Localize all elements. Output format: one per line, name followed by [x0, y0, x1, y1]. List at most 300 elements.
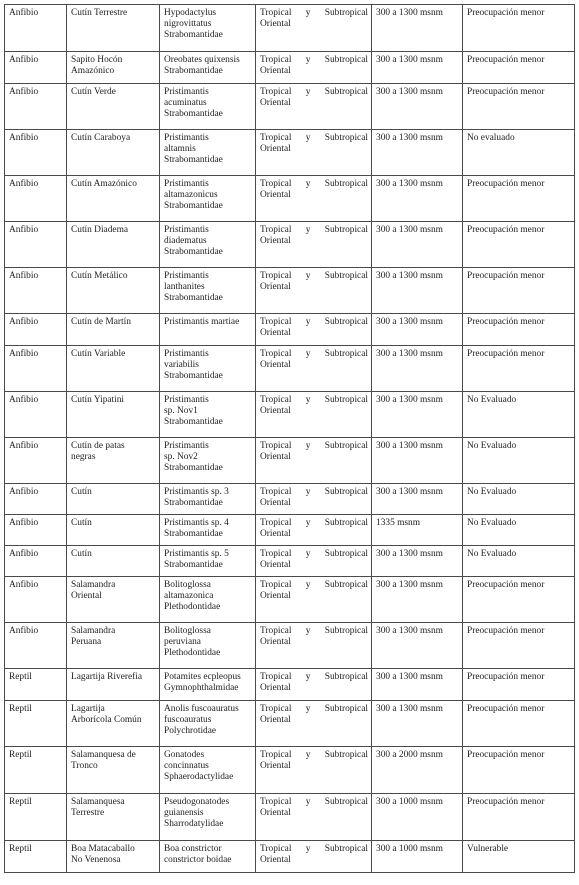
- common-name-line: Cutín de patas: [71, 441, 125, 451]
- cell-class: Anfibio: [5, 84, 67, 130]
- region-word: y: [305, 55, 311, 65]
- cell-conservation-status: Preocupación menor: [463, 314, 575, 346]
- cell-scientific-name: [160, 392, 256, 438]
- table-row: [5, 701, 575, 747]
- cell-conservation-status: Preocupación menor: [463, 176, 575, 222]
- table-row: [5, 794, 575, 841]
- cell-common-name: [67, 392, 160, 438]
- scientific-name-line: Boa constrictor: [164, 844, 222, 854]
- cell-region: [256, 623, 372, 669]
- cell-common-name: [67, 484, 160, 515]
- cell-conservation-status: Preocupación menor: [463, 52, 575, 84]
- common-name-line: Lagartija: [71, 704, 105, 714]
- scientific-name-line: Hypodactylus: [164, 8, 217, 18]
- region-line: [260, 844, 368, 855]
- cell-conservation-status: Preocupación menor: [463, 268, 575, 314]
- region-line: [260, 441, 368, 452]
- region-line: [260, 349, 368, 360]
- region-word: Tropical: [260, 179, 292, 189]
- cell-conservation-status: Preocupación menor: [463, 222, 575, 268]
- species-table: [4, 4, 575, 873]
- region-word: y: [305, 844, 311, 854]
- common-name-line: negras: [71, 452, 96, 463]
- common-name-line: Cutín: [71, 487, 92, 497]
- cell-class: Anfibio: [5, 515, 67, 546]
- cell-region: [256, 392, 372, 438]
- region-word: Subtropical: [324, 317, 368, 327]
- cell-class: Anfibio: [5, 546, 67, 577]
- cell-region: [256, 268, 372, 314]
- scientific-name-line: Strabomantidae: [164, 201, 223, 212]
- cell-region: [256, 577, 372, 623]
- region-word: y: [305, 518, 311, 528]
- region-word: Oriental: [260, 529, 291, 540]
- scientific-name-line: Pristimantis: [164, 87, 209, 97]
- cell-common-name: [67, 747, 160, 794]
- cell-region: [256, 438, 372, 484]
- scientific-name-line: Pristimantis: [164, 179, 209, 189]
- cell-common-name: [67, 314, 160, 346]
- common-name-line: Cutín Metálico: [71, 271, 128, 281]
- region-word: Subtropical: [324, 8, 368, 18]
- scientific-name-line: Pristimantis: [164, 349, 209, 359]
- region-line: [260, 87, 368, 98]
- species-table-page: [4, 4, 574, 873]
- cell-common-name: [67, 669, 160, 701]
- region-word: Subtropical: [324, 518, 368, 528]
- common-name-line: Salamanquesa: [71, 797, 125, 807]
- cell-region: [256, 794, 372, 841]
- cell-scientific-name: [160, 52, 256, 84]
- cell-region: [256, 5, 372, 52]
- region-line: [260, 672, 368, 683]
- scientific-name-line: Pristimantis: [164, 395, 209, 405]
- region-word: Oriental: [260, 498, 291, 509]
- cell-class: Anfibio: [5, 130, 67, 176]
- cell-class: Anfibio: [5, 438, 67, 484]
- cell-common-name: [67, 52, 160, 84]
- common-name-line: Cutín de Martín: [71, 317, 131, 327]
- cell-altitude: 300 a 1300 msnm: [372, 392, 463, 438]
- scientific-name-line: altamazonica: [164, 591, 214, 602]
- scientific-name-line: Strabomantidae: [164, 247, 223, 258]
- cell-class: Reptil: [5, 701, 67, 747]
- cell-region: [256, 747, 372, 794]
- cell-scientific-name: [160, 484, 256, 515]
- region-word: Subtropical: [324, 271, 368, 281]
- scientific-name-line: Strabomantidae: [164, 560, 223, 571]
- common-name-line: Peruana: [71, 637, 102, 648]
- table-row: [5, 314, 575, 346]
- region-word: Oriental: [260, 144, 291, 155]
- table-row: [5, 623, 575, 669]
- scientific-name-line: Plethodontidae: [164, 648, 221, 659]
- species-table-body: [5, 5, 575, 873]
- region-word: y: [305, 797, 311, 807]
- table-row: [5, 130, 575, 176]
- cell-common-name: [67, 346, 160, 392]
- scientific-name-line: fuscoauratus: [164, 715, 212, 726]
- cell-common-name: [67, 701, 160, 747]
- region-word: Oriental: [260, 591, 291, 602]
- cell-altitude: 300 a 1300 msnm: [372, 268, 463, 314]
- cell-class: Anfibio: [5, 52, 67, 84]
- common-name-line: Cutín: [71, 518, 92, 528]
- region-word: y: [305, 179, 311, 189]
- cell-class: Reptil: [5, 794, 67, 841]
- region-line: [260, 55, 368, 66]
- region-line: [260, 518, 368, 529]
- cell-scientific-name: [160, 546, 256, 577]
- cell-conservation-status: Vulnerable: [463, 841, 575, 873]
- common-name-line: Cutín Yipatini: [71, 395, 125, 405]
- scientific-name-line: guianensis: [164, 808, 204, 819]
- region-word: Oriental: [260, 637, 291, 648]
- scientific-name-line: nigrovittatus: [164, 19, 212, 30]
- cell-scientific-name: [160, 669, 256, 701]
- table-row: [5, 577, 575, 623]
- common-name-line: Cutín: [71, 549, 92, 559]
- scientific-name-line: Gonatodes: [164, 750, 205, 760]
- cell-class: Anfibio: [5, 577, 67, 623]
- scientific-name-line: Bolitoglossa: [164, 580, 211, 590]
- common-name-line: Cutín Verde: [71, 87, 116, 97]
- region-word: y: [305, 349, 311, 359]
- region-word: Tropical: [260, 549, 292, 559]
- region-word: Tropical: [260, 750, 292, 760]
- cell-class: Reptil: [5, 841, 67, 873]
- scientific-name-line: Strabomantidae: [164, 498, 223, 509]
- scientific-name-line: diadematus: [164, 236, 207, 247]
- cell-class: Anfibio: [5, 623, 67, 669]
- scientific-name-line: Polychrotidae: [164, 726, 217, 737]
- scientific-name-line: Sphaerodactylidae: [164, 772, 234, 783]
- cell-scientific-name: [160, 314, 256, 346]
- cell-region: [256, 515, 372, 546]
- region-word: y: [305, 133, 311, 143]
- region-word: Subtropical: [324, 549, 368, 559]
- cell-common-name: [67, 515, 160, 546]
- cell-common-name: [67, 794, 160, 841]
- cell-conservation-status: No Evaluado: [463, 484, 575, 515]
- scientific-name-line: Strabomantidae: [164, 293, 223, 304]
- cell-class: Anfibio: [5, 346, 67, 392]
- scientific-name-line: Pristimantis: [164, 133, 209, 143]
- cell-scientific-name: [160, 794, 256, 841]
- cell-altitude: 300 a 1300 msnm: [372, 546, 463, 577]
- region-word: Tropical: [260, 518, 292, 528]
- region-word: Oriental: [260, 236, 291, 247]
- table-row: [5, 515, 575, 546]
- region-word: Tropical: [260, 317, 292, 327]
- cell-conservation-status: Preocupación menor: [463, 577, 575, 623]
- cell-altitude: 300 a 2000 msnm: [372, 747, 463, 794]
- region-word: Subtropical: [324, 133, 368, 143]
- region-word: Subtropical: [324, 441, 368, 451]
- cell-region: [256, 546, 372, 577]
- cell-common-name: [67, 577, 160, 623]
- common-name-line: No Venenosa: [71, 855, 121, 866]
- table-row: [5, 268, 575, 314]
- cell-altitude: 300 a 1300 msnm: [372, 176, 463, 222]
- common-name-line: Cutín Diadema: [71, 225, 129, 235]
- region-word: Oriental: [260, 808, 291, 819]
- region-line: [260, 487, 368, 498]
- region-word: Oriental: [260, 98, 291, 109]
- cell-class: Reptil: [5, 669, 67, 701]
- region-word: Tropical: [260, 87, 292, 97]
- scientific-name-line: Potamites ecpleopus: [164, 672, 241, 682]
- region-line: [260, 704, 368, 715]
- cell-altitude: 300 a 1300 msnm: [372, 5, 463, 52]
- scientific-name-line: Pristimantis sp. 5: [164, 549, 229, 559]
- region-word: y: [305, 87, 311, 97]
- cell-region: [256, 669, 372, 701]
- cell-altitude: 300 a 1000 msnm: [372, 841, 463, 873]
- cell-altitude: 300 a 1300 msnm: [372, 84, 463, 130]
- cell-altitude: 300 a 1300 msnm: [372, 438, 463, 484]
- scientific-name-line: Anolis fuscoauratus: [164, 704, 239, 714]
- region-word: Subtropical: [324, 349, 368, 359]
- cell-region: [256, 314, 372, 346]
- cell-conservation-status: No Evaluado: [463, 515, 575, 546]
- cell-region: [256, 841, 372, 873]
- region-word: Oriental: [260, 360, 291, 371]
- common-name-line: Boa Matacaballo: [71, 844, 135, 854]
- common-name-line: Salamanquesa de: [71, 750, 136, 760]
- cell-scientific-name: [160, 222, 256, 268]
- region-word: Oriental: [260, 282, 291, 293]
- common-name-line: Salamandra: [71, 580, 116, 590]
- region-word: Tropical: [260, 8, 292, 18]
- region-line: [260, 317, 368, 328]
- cell-region: [256, 222, 372, 268]
- region-word: Subtropical: [324, 55, 368, 65]
- cell-scientific-name: [160, 346, 256, 392]
- cell-common-name: [67, 623, 160, 669]
- region-word: Subtropical: [324, 750, 368, 760]
- cell-altitude: 300 a 1300 msnm: [372, 669, 463, 701]
- cell-scientific-name: [160, 268, 256, 314]
- region-line: [260, 549, 368, 560]
- region-word: Subtropical: [324, 395, 368, 405]
- cell-altitude: 1335 msnm: [372, 515, 463, 546]
- scientific-name-line: constrictor boidae: [164, 855, 232, 866]
- common-name-line: Salamandra: [71, 626, 116, 636]
- scientific-name-line: altamazonicus: [164, 190, 218, 201]
- region-word: Oriental: [260, 406, 291, 417]
- cell-class: Anfibio: [5, 5, 67, 52]
- scientific-name-line: Strabomantidae: [164, 529, 223, 540]
- cell-region: [256, 84, 372, 130]
- scientific-name-line: Pristimantis sp. 4: [164, 518, 229, 528]
- table-row: [5, 484, 575, 515]
- region-word: Subtropical: [324, 87, 368, 97]
- region-word: Tropical: [260, 580, 292, 590]
- region-word: Oriental: [260, 761, 291, 772]
- scientific-name-line: sp. Nov1: [164, 406, 198, 417]
- cell-region: [256, 346, 372, 392]
- cell-altitude: 300 a 1300 msnm: [372, 701, 463, 747]
- region-word: Tropical: [260, 55, 292, 65]
- cell-region: [256, 130, 372, 176]
- cell-conservation-status: Preocupación menor: [463, 84, 575, 130]
- region-word: y: [305, 271, 311, 281]
- region-word: Tropical: [260, 395, 292, 405]
- cell-scientific-name: [160, 5, 256, 52]
- region-word: Subtropical: [324, 225, 368, 235]
- region-word: Oriental: [260, 328, 291, 339]
- cell-class: Anfibio: [5, 392, 67, 438]
- scientific-name-line: Pristimantis: [164, 441, 209, 451]
- region-word: y: [305, 750, 311, 760]
- scientific-name-line: Pristimantis martiae: [164, 317, 240, 327]
- common-name-line: Sapito Hocón: [71, 55, 123, 65]
- cell-conservation-status: No Evaluado: [463, 438, 575, 484]
- common-name-line: Cutín Variable: [71, 349, 126, 359]
- table-row: [5, 841, 575, 873]
- scientific-name-line: Bolitoglossa: [164, 626, 211, 636]
- cell-conservation-status: No Evaluado: [463, 392, 575, 438]
- table-row: [5, 546, 575, 577]
- cell-altitude: 300 a 1300 msnm: [372, 130, 463, 176]
- region-line: [260, 395, 368, 406]
- region-word: Subtropical: [324, 626, 368, 636]
- cell-common-name: [67, 546, 160, 577]
- scientific-name-line: Strabomantidae: [164, 417, 223, 428]
- cell-conservation-status: No evaluado: [463, 130, 575, 176]
- region-word: Tropical: [260, 797, 292, 807]
- table-row: [5, 176, 575, 222]
- cell-class: Reptil: [5, 747, 67, 794]
- cell-common-name: [67, 268, 160, 314]
- scientific-name-line: Pseudogonatodes: [164, 797, 230, 807]
- table-row: [5, 438, 575, 484]
- region-word: y: [305, 8, 311, 18]
- scientific-name-line: variabilis: [164, 360, 199, 371]
- cell-common-name: [67, 438, 160, 484]
- region-word: Subtropical: [324, 797, 368, 807]
- cell-common-name: [67, 130, 160, 176]
- cell-common-name: [67, 841, 160, 873]
- region-line: [260, 133, 368, 144]
- scientific-name-line: Strabomantidae: [164, 463, 223, 474]
- cell-conservation-status: Preocupación menor: [463, 794, 575, 841]
- region-word: Oriental: [260, 855, 291, 866]
- scientific-name-line: Pristimantis: [164, 225, 209, 235]
- region-word: Oriental: [260, 66, 291, 77]
- region-line: [260, 8, 368, 19]
- region-word: Tropical: [260, 133, 292, 143]
- cell-scientific-name: [160, 841, 256, 873]
- cell-conservation-status: Preocupación menor: [463, 747, 575, 794]
- cell-class: Anfibio: [5, 484, 67, 515]
- region-line: [260, 179, 368, 190]
- region-word: Subtropical: [324, 487, 368, 497]
- region-word: Oriental: [260, 683, 291, 694]
- scientific-name-line: sp. Nov2: [164, 452, 198, 463]
- region-word: Subtropical: [324, 179, 368, 189]
- region-word: y: [305, 317, 311, 327]
- region-word: Subtropical: [324, 672, 368, 682]
- region-word: Tropical: [260, 225, 292, 235]
- common-name-line: Arborícola Común: [71, 715, 142, 726]
- region-line: [260, 271, 368, 282]
- cell-scientific-name: [160, 623, 256, 669]
- cell-class: Anfibio: [5, 176, 67, 222]
- region-word: Tropical: [260, 844, 292, 854]
- cell-scientific-name: [160, 176, 256, 222]
- scientific-name-line: concinnatus: [164, 761, 209, 772]
- common-name-line: Terrestre: [71, 808, 105, 819]
- cell-scientific-name: [160, 701, 256, 747]
- region-word: y: [305, 549, 311, 559]
- cell-conservation-status: Preocupación menor: [463, 669, 575, 701]
- region-word: Subtropical: [324, 844, 368, 854]
- region-line: [260, 580, 368, 591]
- region-word: Subtropical: [324, 580, 368, 590]
- cell-class: Anfibio: [5, 268, 67, 314]
- scientific-name-line: Strabomantidae: [164, 371, 223, 382]
- table-row: [5, 52, 575, 84]
- table-row: [5, 222, 575, 268]
- cell-common-name: [67, 176, 160, 222]
- region-word: Oriental: [260, 19, 291, 30]
- cell-conservation-status: Preocupación menor: [463, 346, 575, 392]
- scientific-name-line: Pristimantis: [164, 271, 209, 281]
- cell-scientific-name: [160, 515, 256, 546]
- region-word: y: [305, 704, 311, 714]
- region-word: y: [305, 672, 311, 682]
- cell-altitude: 300 a 1300 msnm: [372, 346, 463, 392]
- table-row: [5, 669, 575, 701]
- cell-conservation-status: Preocupación menor: [463, 5, 575, 52]
- cell-common-name: [67, 84, 160, 130]
- common-name-line: Tronco: [71, 761, 98, 772]
- common-name-line: Lagartija Riverefia: [71, 672, 143, 682]
- common-name-line: Cutín Caraboya: [71, 133, 131, 143]
- table-row: [5, 346, 575, 392]
- scientific-name-line: Strabomantidae: [164, 109, 223, 120]
- cell-altitude: 300 a 1300 msnm: [372, 52, 463, 84]
- common-name-line: Amazónico: [71, 66, 115, 77]
- region-line: [260, 225, 368, 236]
- common-name-line: Cutín Amazónico: [71, 179, 137, 189]
- scientific-name-line: Sharrodatylidae: [164, 819, 224, 830]
- region-line: [260, 750, 368, 761]
- region-word: y: [305, 441, 311, 451]
- region-word: Tropical: [260, 704, 292, 714]
- cell-scientific-name: [160, 747, 256, 794]
- region-word: Oriental: [260, 452, 291, 463]
- region-line: [260, 626, 368, 637]
- scientific-name-line: altamnis: [164, 144, 196, 155]
- table-row: [5, 392, 575, 438]
- cell-common-name: [67, 5, 160, 52]
- cell-conservation-status: Preocupación menor: [463, 701, 575, 747]
- region-word: y: [305, 487, 311, 497]
- region-word: Tropical: [260, 271, 292, 281]
- cell-conservation-status: No Evaluado: [463, 546, 575, 577]
- cell-region: [256, 52, 372, 84]
- cell-common-name: [67, 222, 160, 268]
- scientific-name-line: acuminatus: [164, 98, 207, 109]
- scientific-name-line: Pristimantis sp. 3: [164, 487, 229, 497]
- region-word: y: [305, 225, 311, 235]
- common-name-line: Cutín Terrestre: [71, 8, 128, 18]
- region-word: Tropical: [260, 672, 292, 682]
- cell-altitude: 300 a 1300 msnm: [372, 222, 463, 268]
